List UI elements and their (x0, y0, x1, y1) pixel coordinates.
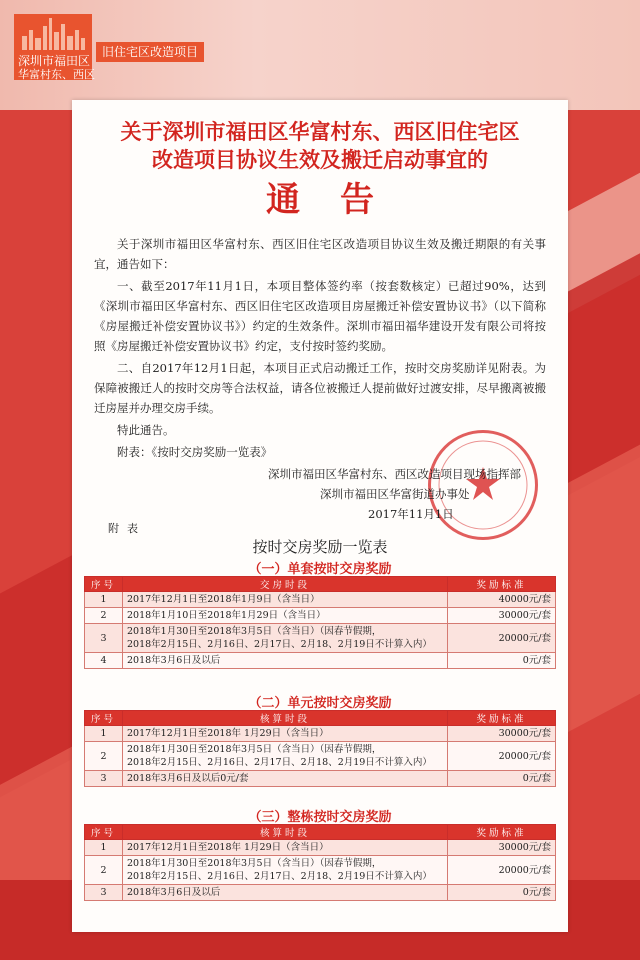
brand-logo (14, 14, 95, 81)
column-header: 奖励标准 (448, 825, 556, 840)
table-row (85, 653, 556, 669)
row-number: 2 (85, 856, 123, 885)
notice-attachment: 附表：《按时交房奖励一览表》 (117, 445, 273, 459)
table-row (85, 726, 556, 742)
row-period: 2017年12月1日至2018年 1月29日（含当日） (123, 726, 448, 742)
row-amount: 0元/套 (448, 771, 556, 787)
brand-line-2: 华富村东、西区 (18, 68, 95, 81)
row-amount: 0元/套 (448, 885, 556, 901)
reward-table-2 (84, 710, 556, 787)
column-header: 核算时段 (123, 825, 448, 840)
row-amount: 40000元/套 (448, 592, 556, 608)
table-row (85, 608, 556, 624)
row-number: 3 (85, 771, 123, 787)
section-title-3: （三）整栋按时交房奖励 (248, 810, 392, 825)
notice-intro: 关于深圳市福田区华富村东、西区旧住宅区改造项目协议生效及搬迁期限的有关事宜，通告如下： (94, 237, 546, 271)
table-row (85, 856, 556, 885)
row-amount: 30000元/套 (448, 608, 556, 624)
row-number: 2 (85, 742, 123, 771)
row-number: 4 (85, 653, 123, 669)
row-number: 1 (85, 726, 123, 742)
column-header: 交房时段 (123, 577, 448, 592)
table-row (85, 742, 556, 771)
reward-table-1 (84, 576, 556, 669)
notice-paragraph-1: 一、截至2017年11月1日，本项目整体签约率（按套数核定）已超过90%，达到《深圳市福田区华富村东、西区旧住宅区改造项目房屋搬迁补偿安置协议书》（以下简称《房屋搬迁补偿安置协议书》）约定的生效条件。深圳市福田福华建设开发有限公司将按照《房屋搬迁补偿安置协议书》约定，支付按时签约奖励。 (94, 279, 546, 353)
row-amount: 30000元/套 (448, 726, 556, 742)
column-header: 奖励标准 (448, 577, 556, 592)
table-header-row (85, 577, 556, 592)
brand-line-1: 深圳市福田区 (18, 54, 91, 68)
row-period: 2018年3月6日及以后 (123, 653, 448, 669)
notice-title-line-2: 改造项目协议生效及搬迁启动事宜的 (152, 147, 488, 172)
row-number: 3 (85, 624, 123, 653)
row-amount: 30000元/套 (448, 840, 556, 856)
notice-title-main: 通告 (266, 180, 414, 220)
row-amount: 20000元/套 (448, 624, 556, 653)
signer-1: 深圳市福田区华富村东、西区改造项目现场指挥部 (268, 467, 521, 481)
row-period: 2018年3月6日及以后0元/套 (123, 771, 448, 787)
notice-document (72, 100, 568, 932)
annex-title: 按时交房奖励一览表 (252, 538, 388, 556)
column-header: 序号 (85, 825, 123, 840)
row-period: 2018年1月30日至2018年3月5日（含当日）（因春节假期， 2018年2月15日、2月16日、2月17日、2月18、2月19日不计算入内） (123, 742, 448, 771)
table-row (85, 840, 556, 856)
table-row (85, 592, 556, 608)
row-period: 2018年1月30日至2018年3月5日（含当日）（因春节假期， 2018年2月15日、2月16日、2月17日、2月18、2月19日不计算入内） (123, 624, 448, 653)
official-seal-icon (428, 430, 538, 540)
row-period: 2017年12月1日至2018年 1月29日（含当日） (123, 840, 448, 856)
signer-2: 深圳市福田区华富街道办事处 (320, 487, 470, 501)
row-amount: 20000元/套 (448, 856, 556, 885)
reward-table-3 (84, 824, 556, 901)
row-period: 2018年3月6日及以后 (123, 885, 448, 901)
brand-tag: 旧住宅区改造项目 (96, 42, 204, 62)
column-header: 核算时段 (123, 711, 448, 726)
table-header-row (85, 825, 556, 840)
notice-closing: 特此通告。 (117, 423, 175, 437)
annex-label: 附表 (108, 522, 146, 535)
notice-paragraph-2: 二、自2017年12月1日起，本项目正式启动搬迁工作，按时交房奖励详见附表。为保障被搬迁人的按时交房等合法权益，请各位被搬迁人提前做好过渡安排，尽早搬离被搬迁房屋并办理交房手续。 (94, 361, 546, 415)
row-period: 2018年1月30日至2018年3月5日（含当日）（因春节假期， 2018年2月15日、2月16日、2月17日、2月18、2月19日不计算入内） (123, 856, 448, 885)
column-header: 序号 (85, 711, 123, 726)
row-number: 3 (85, 885, 123, 901)
notice-date: 2017年11月1日 (368, 507, 454, 521)
row-period: 2017年12月1日至2018年1月9日（含当日） (123, 592, 448, 608)
section-title-1: （一）单套按时交房奖励 (248, 562, 392, 577)
notice-title-line-1: 关于深圳市福田区华富村东、西区旧住宅区 (120, 119, 520, 144)
row-number: 1 (85, 840, 123, 856)
section-title-2: （二）单元按时交房奖励 (248, 696, 392, 711)
table-header-row (85, 711, 556, 726)
row-amount: 0元/套 (448, 653, 556, 669)
table-row (85, 624, 556, 653)
row-number: 2 (85, 608, 123, 624)
row-period: 2018年1月10日至2018年1月29日（含当日） (123, 608, 448, 624)
table-row (85, 885, 556, 901)
row-amount: 20000元/套 (448, 742, 556, 771)
row-number: 1 (85, 592, 123, 608)
table-row (85, 771, 556, 787)
city-skyline-icon (20, 16, 86, 50)
column-header: 奖励标准 (448, 711, 556, 726)
column-header: 序号 (85, 577, 123, 592)
